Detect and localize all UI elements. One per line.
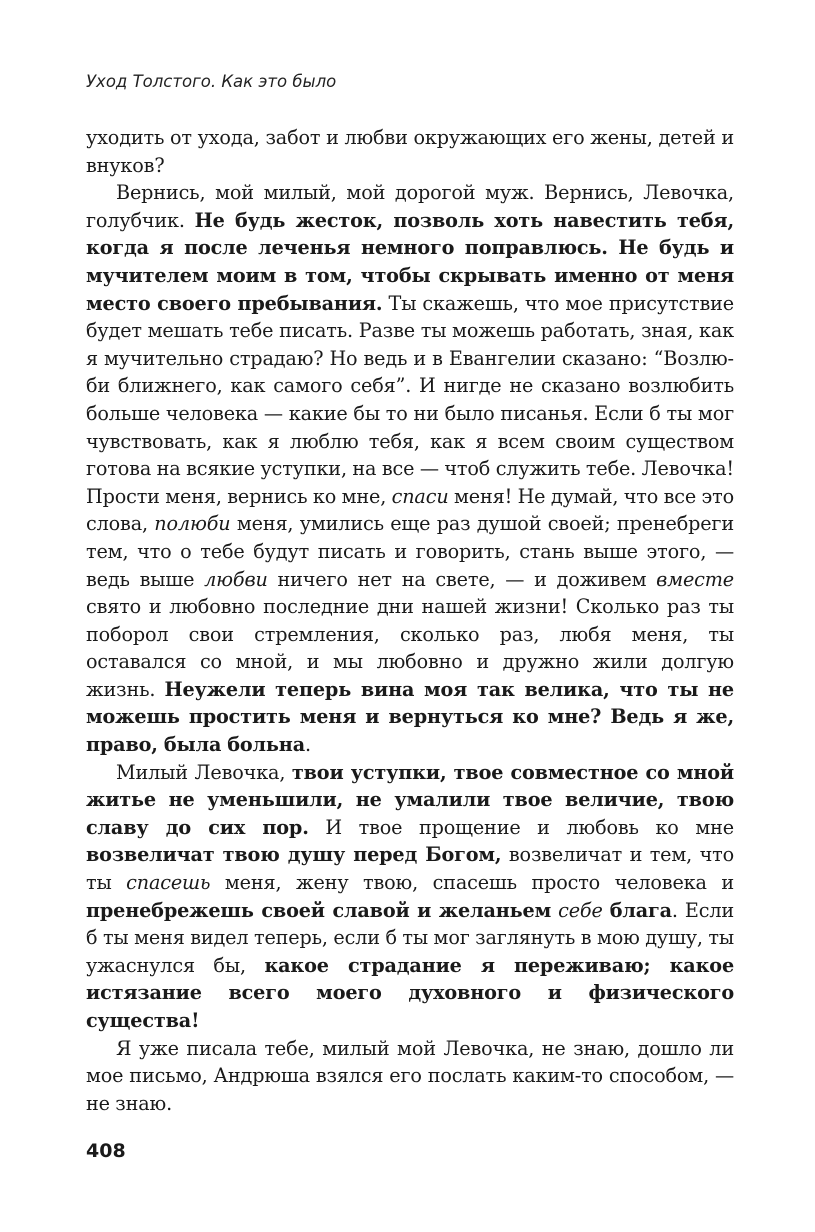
bold-text-run: Неужели теперь вина моя так велика, что ты не можешь простить меня и вернуться ко мне? Ведь я же, право, была больна xyxy=(86,677,734,757)
running-header: Уход Толстого. Как это было xyxy=(86,72,337,91)
text-run: меня, умились еще раз душой своей; пренебреги тем, что о тебе будут писать и говорить, стань выше этого, — ведь выше xyxy=(86,512,734,591)
text-run: . Если б ты меня видел теперь, если б ты мог заглянуть в мою душу, ты ужаснулся бы, xyxy=(86,898,735,977)
bold-text-run: твои уступки, твое совместное со мной житье не уменьшили, не умалили твое величие, твою славу до сих пор. xyxy=(86,760,734,839)
italic-text-run: спасешь xyxy=(126,871,211,895)
text-run: И твое прощение и любовь ко мне xyxy=(308,815,734,839)
text-run: . xyxy=(304,733,311,757)
text-run: Ты скажешь, что мое присутствие будет мешать тебе писать. Разве ты можешь работать, зная, как я мучительно страдаю? Но ведь и в Евангелии сказано: “Возлюби ближнего, как самого себя”. И нигде не сказано возлюбить больше человека — какие бы то ни было писанья. Если б ты мог чувствовать, как я люблю тебя, как я всем своим существом готова на всякие уступки, на все — чтоб служить тебе. Левочка! Прости меня, вернись ко мне, xyxy=(86,291,734,508)
italic-text-run: вместе xyxy=(656,567,734,591)
bold-text-run: Не будь жесток, позволь хоть навестить тебя, когда я после леченья немного поправлюсь. Не будь и мучителем моим в том, чтобы скрывать именно от меня место своего пребывания. xyxy=(86,208,734,315)
text-run: уходить от ухода, забот и любви окружающих его жены, детей и внуков? xyxy=(86,126,734,177)
bold-text-run: возвеличат твою душу перед Богом, xyxy=(86,843,502,867)
text-run: свято и любовно последние дни нашей жизни! Сколько раз ты поборол свои стремления, сколько раз, любя меня, ты оставался со мной, и мы любовно и дружно жили долгую жизнь. xyxy=(86,595,734,701)
italic-text-run: спаси xyxy=(391,484,449,508)
paragraph xyxy=(86,124,734,179)
text-run: Вернись, мой милый, мой дорогой муж. Вернись, Левочка, голубчик. xyxy=(86,181,734,232)
bold-text-run: какое страдание я переживаю; какое истязание всего моего духовного и физического существа! xyxy=(86,953,734,1032)
paragraph xyxy=(86,1035,734,1118)
text-run: меня, жену твою, спасешь просто человека и xyxy=(210,871,734,895)
text-run: ничего нет на свете, — и доживем xyxy=(267,567,657,591)
paragraph xyxy=(86,179,734,758)
body-text xyxy=(86,124,734,1117)
paragraph xyxy=(86,759,734,1035)
italic-text-run: себе xyxy=(558,898,603,922)
text-run xyxy=(603,899,610,922)
text-run: возвеличат и тем, что ты xyxy=(86,843,734,895)
bold-text-run: пренебрежешь своей славой и желаньем xyxy=(86,898,552,922)
italic-text-run: любви xyxy=(204,567,268,591)
bold-text-run: блага xyxy=(609,898,672,922)
text-run: меня! Не думай, что все это слова, xyxy=(86,484,734,536)
text-run: Милый Левочка, xyxy=(116,760,292,784)
text-run: Я уже писала тебе, милый мой Левочка, не знаю, дошло ли мое письмо, Андрюша взялся его послать каким-то способом, — не знаю. xyxy=(86,1036,734,1115)
italic-text-run: полюби xyxy=(154,512,231,536)
page-number: 408 xyxy=(86,1140,126,1162)
